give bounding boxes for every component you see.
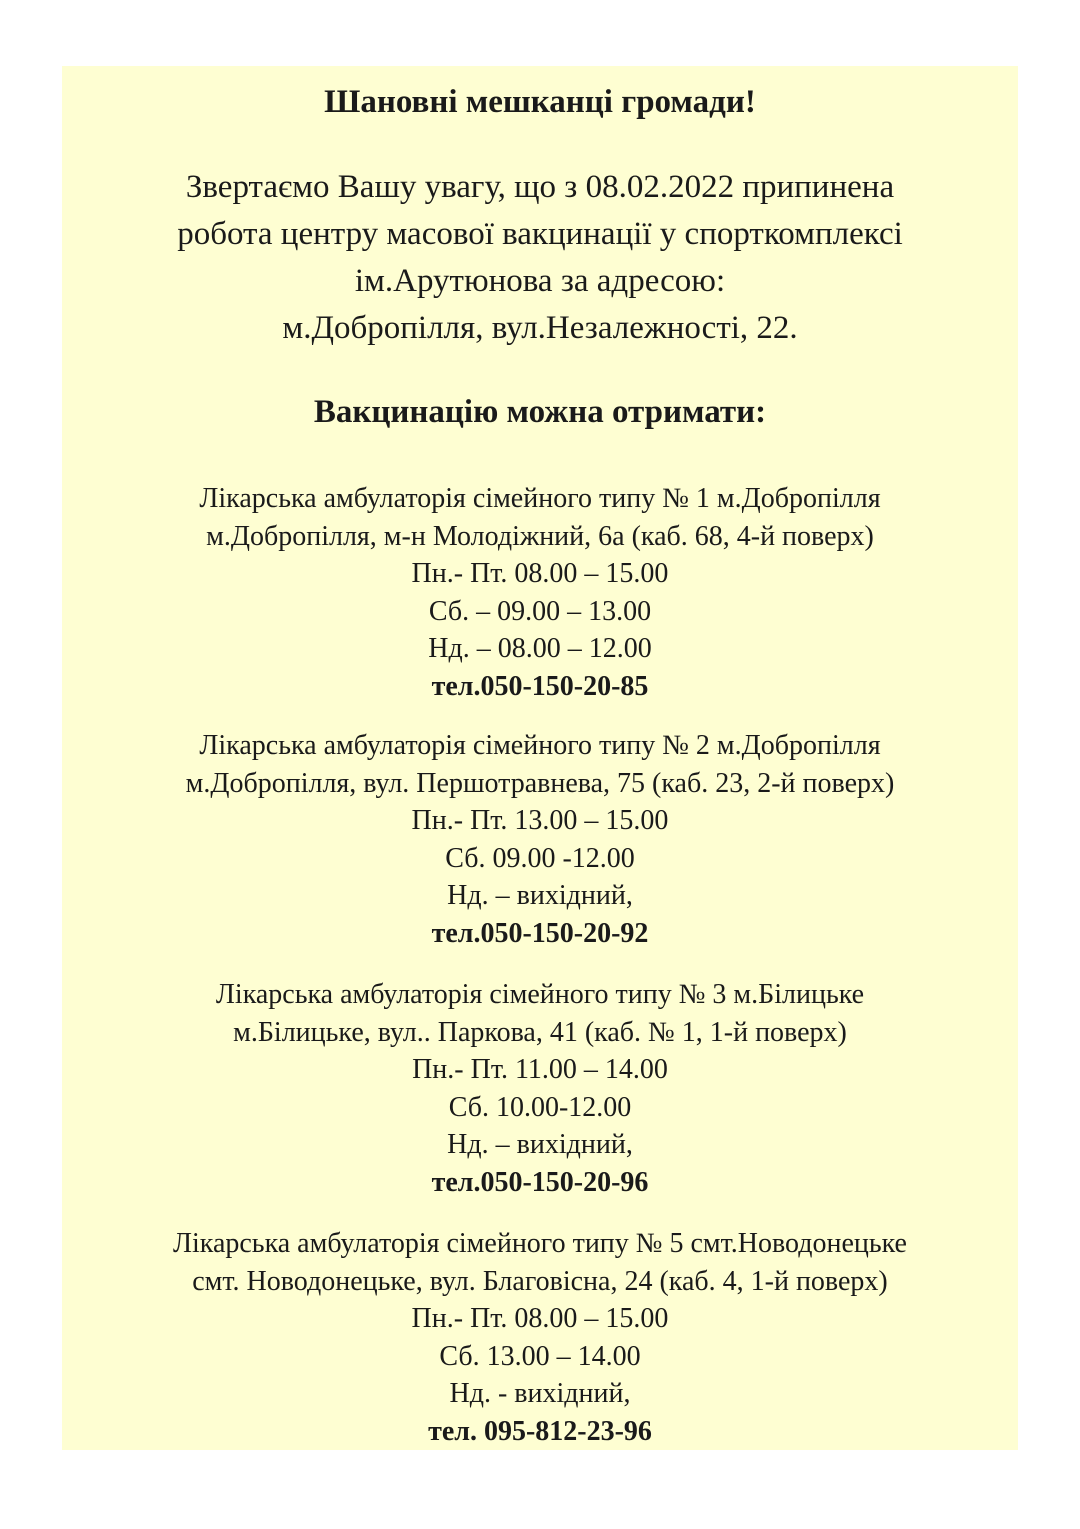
clinic-weekdays-hours: Пн.- Пт. 08.00 – 15.00 <box>411 1303 669 1334</box>
clinic-block <box>62 727 1018 952</box>
clinic-saturday-hours: Сб. 10.00-12.00 <box>448 1091 632 1123</box>
clinic-sunday-hours: Нд. – вихідний, <box>447 1129 633 1160</box>
clinic-block <box>62 1225 1018 1450</box>
clinic-address: м.Білицьке, вул.. Паркова, 41 (каб. № 1, 1-й поверх) <box>233 1016 847 1048</box>
clinic-name: Лікарська амбулаторія сімейного типу № 1 м.Добропілля <box>199 483 881 514</box>
clinic-saturday-hours: Сб. 09.00 -12.00 <box>445 842 635 874</box>
intro-line: Звертаємо Вашу увагу, що з 08.02.2022 припинена <box>185 169 895 205</box>
clinic-phone: тел. 095-812-23-96 <box>428 1415 652 1447</box>
clinic-phone: тел.050-150-20-85 <box>431 670 649 702</box>
clinic-address: м.Добропілля, вул. Першотравнева, 75 (каб. 23, 2-й поверх) <box>185 767 895 799</box>
notice-title: Шановні мешканці громади! <box>324 84 756 120</box>
clinic-block <box>62 480 1018 705</box>
clinic-address: смт. Новодонецьке, вул. Благовісна, 24 (каб. 4, 1-й поверх) <box>192 1265 888 1297</box>
clinic-saturday-hours: Сб. – 09.00 – 13.00 <box>428 595 652 627</box>
clinic-name: Лікарська амбулаторія сімейного типу № 2 м.Добропілля <box>199 730 881 761</box>
vaccination-subtitle: Вакцинацію можна отримати: <box>313 394 767 430</box>
intro-line: ім.Арутюнова за адресою: <box>354 263 726 299</box>
clinic-saturday-hours: Сб. 13.00 – 14.00 <box>439 1340 641 1372</box>
clinic-sunday-hours: Нд. – вихідний, <box>447 880 633 911</box>
intro-line: м.Добропілля, вул.Незалежності, 22. <box>282 310 798 346</box>
intro-line: робота центру масової вакцинації у спорткомплексі <box>177 216 903 252</box>
clinic-name: Лікарська амбулаторія сімейного типу № 3 м.Білицьке <box>215 979 865 1010</box>
clinic-block <box>62 976 1018 1201</box>
clinic-sunday-hours: Нд. - вихідний, <box>449 1378 631 1409</box>
clinic-address: м.Добропілля, м-н Молодіжний, 6а (каб. 68, 4-й поверх) <box>206 520 874 552</box>
clinic-weekdays-hours: Пн.- Пт. 13.00 – 15.00 <box>411 805 669 836</box>
clinic-sunday-hours: Нд. – 08.00 – 12.00 <box>428 633 652 664</box>
clinic-phone: тел.050-150-20-96 <box>431 1166 649 1198</box>
notice-panel <box>62 66 1018 1450</box>
clinic-weekdays-hours: Пн.- Пт. 08.00 – 15.00 <box>411 558 669 589</box>
intro-paragraph <box>62 164 1018 352</box>
clinic-phone: тел.050-150-20-92 <box>431 917 649 949</box>
clinic-name: Лікарська амбулаторія сімейного типу № 5 смт.Новодонецьке <box>173 1228 907 1259</box>
clinic-weekdays-hours: Пн.- Пт. 11.00 – 14.00 <box>412 1054 668 1085</box>
